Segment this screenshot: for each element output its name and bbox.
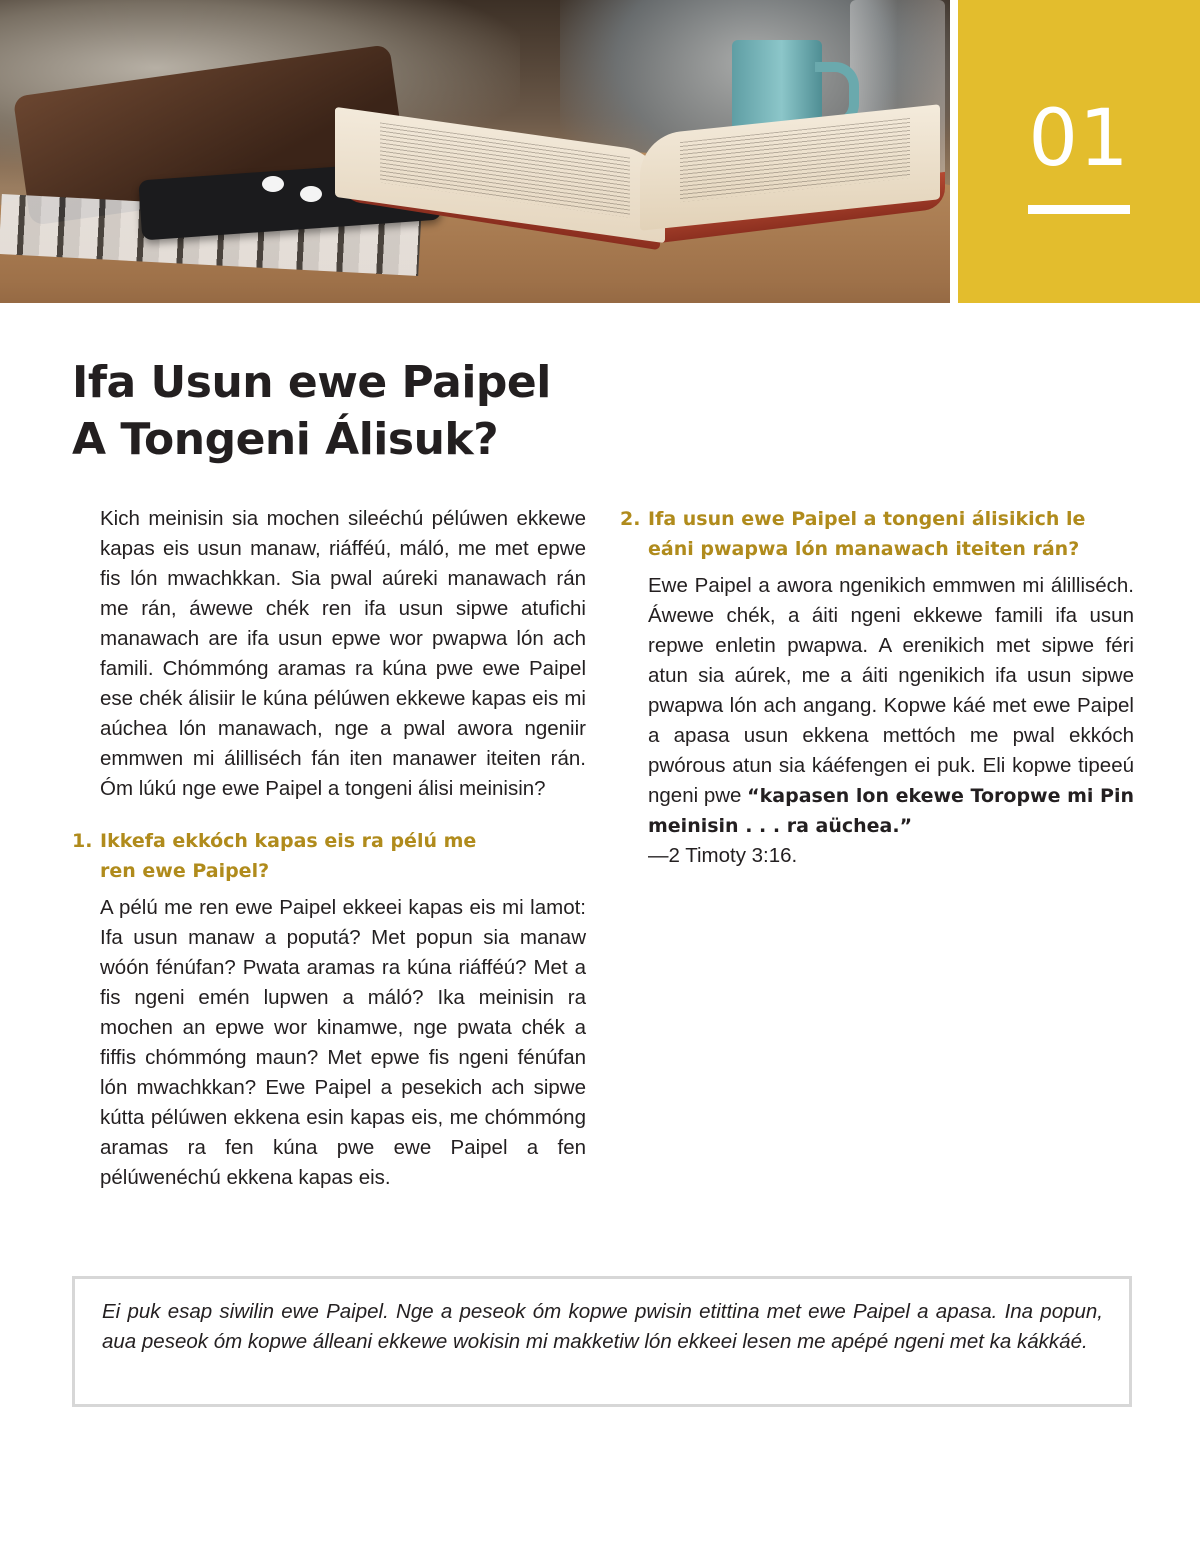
intro-paragraph: Kich meinisin sia mochen sileéchú pélúwen ekkewe kapas eis usun manaw, riáfféú, máló, me met epwe fis lón mwachkkan. Sia pwal aúreki manawach rán me rán, áwewe chék ren ifa usun sipwe atufichi manawach are ifa usun epwe wor pwapwa lón ach famili. Chómmóng aramas ra kúna pwe ewe Paipel ese chék álisiir le kúna pélúwen ekkewe kapas eis mi aúchea lón manawach, nge a pwal awora ngeniir emmwen mi álilliséch fán iten manawer iteiten rán. Óm lúkú nge ewe Paipel a tongeni álisi meinisin? <box>100 507 586 800</box>
note-text: Ei puk esap siwilin ewe Paipel. Nge a peseok óm kopwe pwisin etittina met ewe Paipel a apasa. Ina popun, aua peseok óm kopwe álleani ekkewe wokisin mi makketiw lón ekkeei lesen me apépé ngeni met ka kákkáé. <box>102 1300 1103 1353</box>
page-title-line-1: Ifa Usun ewe Paipel <box>72 357 551 408</box>
scripture-reference: —2 Timoty 3:16. <box>648 844 798 867</box>
hero-image <box>0 0 950 303</box>
question-2 <box>620 504 1134 564</box>
page-title <box>72 354 772 468</box>
question-1-text: Ikkefa ekkóch kapas eis ra pélú me ren ewe Paipel? <box>100 830 477 882</box>
scripture-quote: “kapasen lon ekewe Toropwe mi Pin meinisin . . . ra aüchea.” <box>648 785 1134 837</box>
question-1 <box>72 826 586 886</box>
answer-2-body: Ewe Paipel a awora ngenikich emmwen mi álilliséch. Áwewe chék, a áiti ngeni ekkewe famili ifa usun repwe enletin pwapwa. A erenikich met sipwe féri atun sia aúrek, me a áiti ngenikich ifa usun sipwe pwapwa lón ach angang. Kopwe káé met ewe Paipel a apasa usun ekkena mettóch me pwal ekkóch pwórous atun sia káéfengen ei puk. Eli kopwe tipeeú ngeni pwe <box>648 574 1134 807</box>
question-2-number: 2. <box>620 508 641 530</box>
chapter-number-block <box>958 0 1200 303</box>
left-column <box>72 504 586 1193</box>
right-column <box>620 504 1134 871</box>
page-title-line-2: A Tongeni Álisuk? <box>72 414 499 465</box>
note-box <box>72 1276 1132 1407</box>
answer-1-paragraph: A pélú me ren ewe Paipel ekkeei kapas eis mi lamot: Ifa usun manaw a poputá? Met popun sia manaw wóón fénúfan? Pwata aramas ra kúna riáfféú? Met a fis ngeni emén lupwen a máló? Ika meinisin ra mochen an epwe wor kinamwe, nge pwata chék a fiffis chómmóng maun? Met epwe fis ngeni fénúfan lón mwachkkan? Ewe Paipel a pesekich ach sipwe kútta pélúwen ekkena esin kapas eis, me chómmóng aramas ra fen kúna pwe ewe Paipel a fen pélúwenéchú ekkena kapas eis. <box>100 896 586 1189</box>
chapter-number: 01 <box>1028 94 1130 184</box>
answer-2-paragraph <box>620 571 1134 871</box>
question-1-number: 1. <box>72 830 93 852</box>
chapter-number-underline <box>1028 205 1130 214</box>
question-2-text: Ifa usun ewe Paipel a tongeni álisikich le eáni pwapwa lón manawach iteiten rán? <box>648 508 1086 560</box>
